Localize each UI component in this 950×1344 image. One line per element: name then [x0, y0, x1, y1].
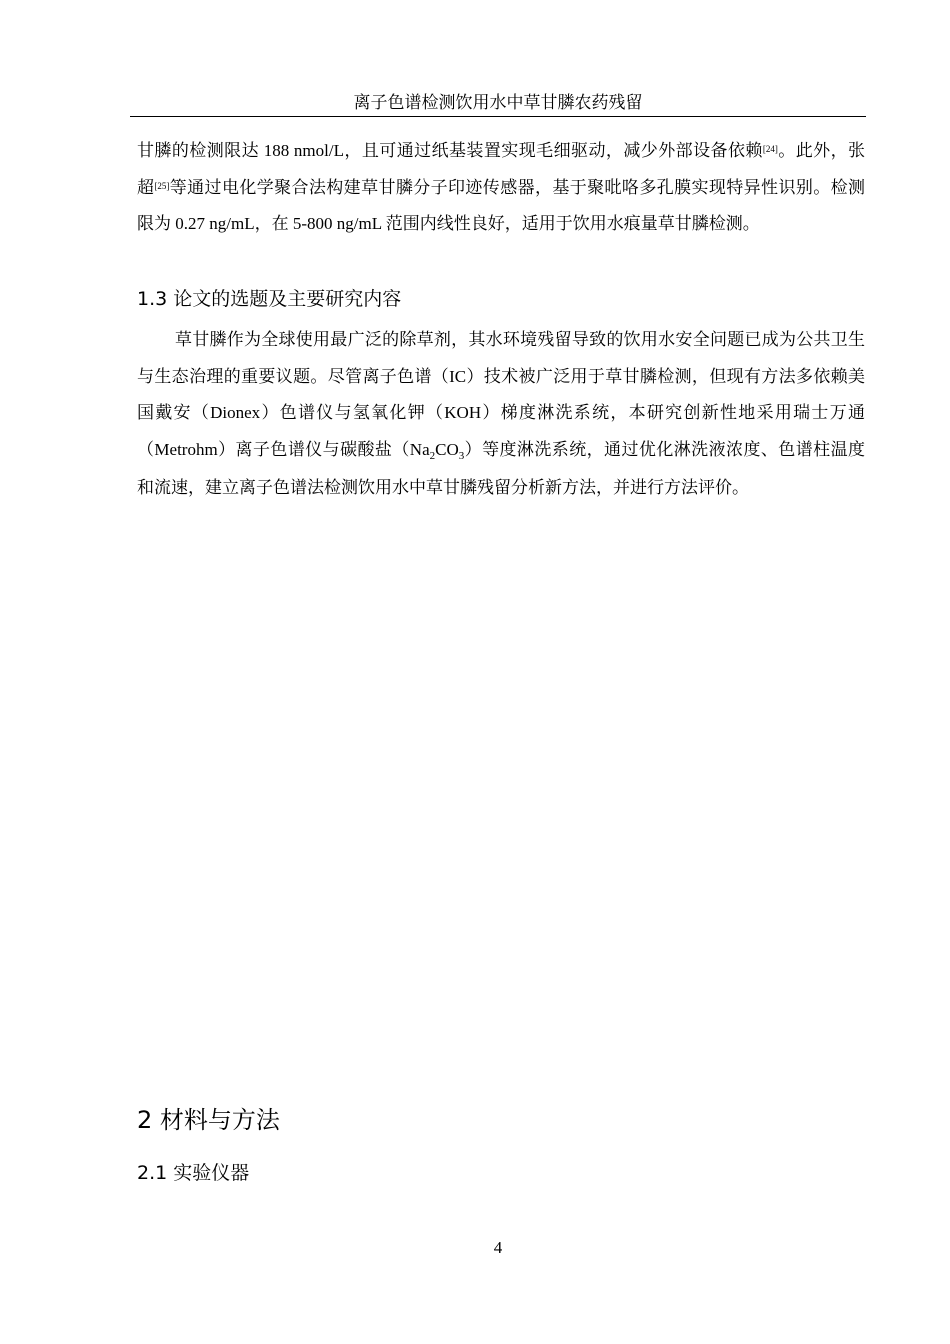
- section-heading-1-3: 1.3 论文的选题及主要研究内容: [137, 288, 402, 310]
- body-paragraph-research-content: [137, 322, 865, 507]
- running-header: 离子色谱检测饮用水中草甘膦农药残留: [353, 93, 643, 112]
- subscript: 3: [458, 449, 465, 462]
- paragraph-text: 。此外，张超: [137, 141, 865, 197]
- body-paragraph-continued: [137, 133, 865, 243]
- paragraph-text: ）等度淋洗系统，通过优化淋洗液浓度、色谱柱温度和流速，建立离子色谱法检测饮用水中草甘膦残留分析新方法，并进行方法评价。: [137, 439, 865, 497]
- citation-25: [25]: [154, 180, 170, 191]
- section-heading-2-1: 2.1 实验仪器: [137, 1162, 250, 1184]
- chapter-heading-2: 2 材料与方法: [137, 1106, 280, 1134]
- paragraph-text: CO: [435, 439, 459, 459]
- paragraph-text: 等通过电化学聚合法构建草甘膦分子印迹传感器，基于聚吡咯多孔膜实现特异性识别。检测限为 0.27 ng/mL，在 5-800 ng/mL 范围内线性良好，适用于饮用水痕量草甘膦检测。: [137, 177, 865, 233]
- page-number: 4: [493, 1238, 503, 1257]
- header-divider: [130, 116, 866, 117]
- subscript: 2: [429, 449, 436, 462]
- paragraph-text: 甘膦的检测限达 188 nmol/L，且可通过纸基装置实现毛细驱动，减少外部设备依赖: [137, 141, 763, 160]
- citation-24: [24]: [762, 144, 778, 154]
- paragraph-text: 草甘膦作为全球使用最广泛的除草剂，其水环境残留导致的饮用水安全问题已成为公共卫生与生态治理的重要议题。尽管离子色谱（IC）技术被广泛用于草甘膦检测，但现有方法多依赖美国戴安（Dionex）色谱仪与氢氧化钾（KOH）梯度淋洗系统，本研究创新性地采用瑞士万通（Metrohm）离子色谱仪与碳酸盐（Na: [137, 330, 865, 459]
